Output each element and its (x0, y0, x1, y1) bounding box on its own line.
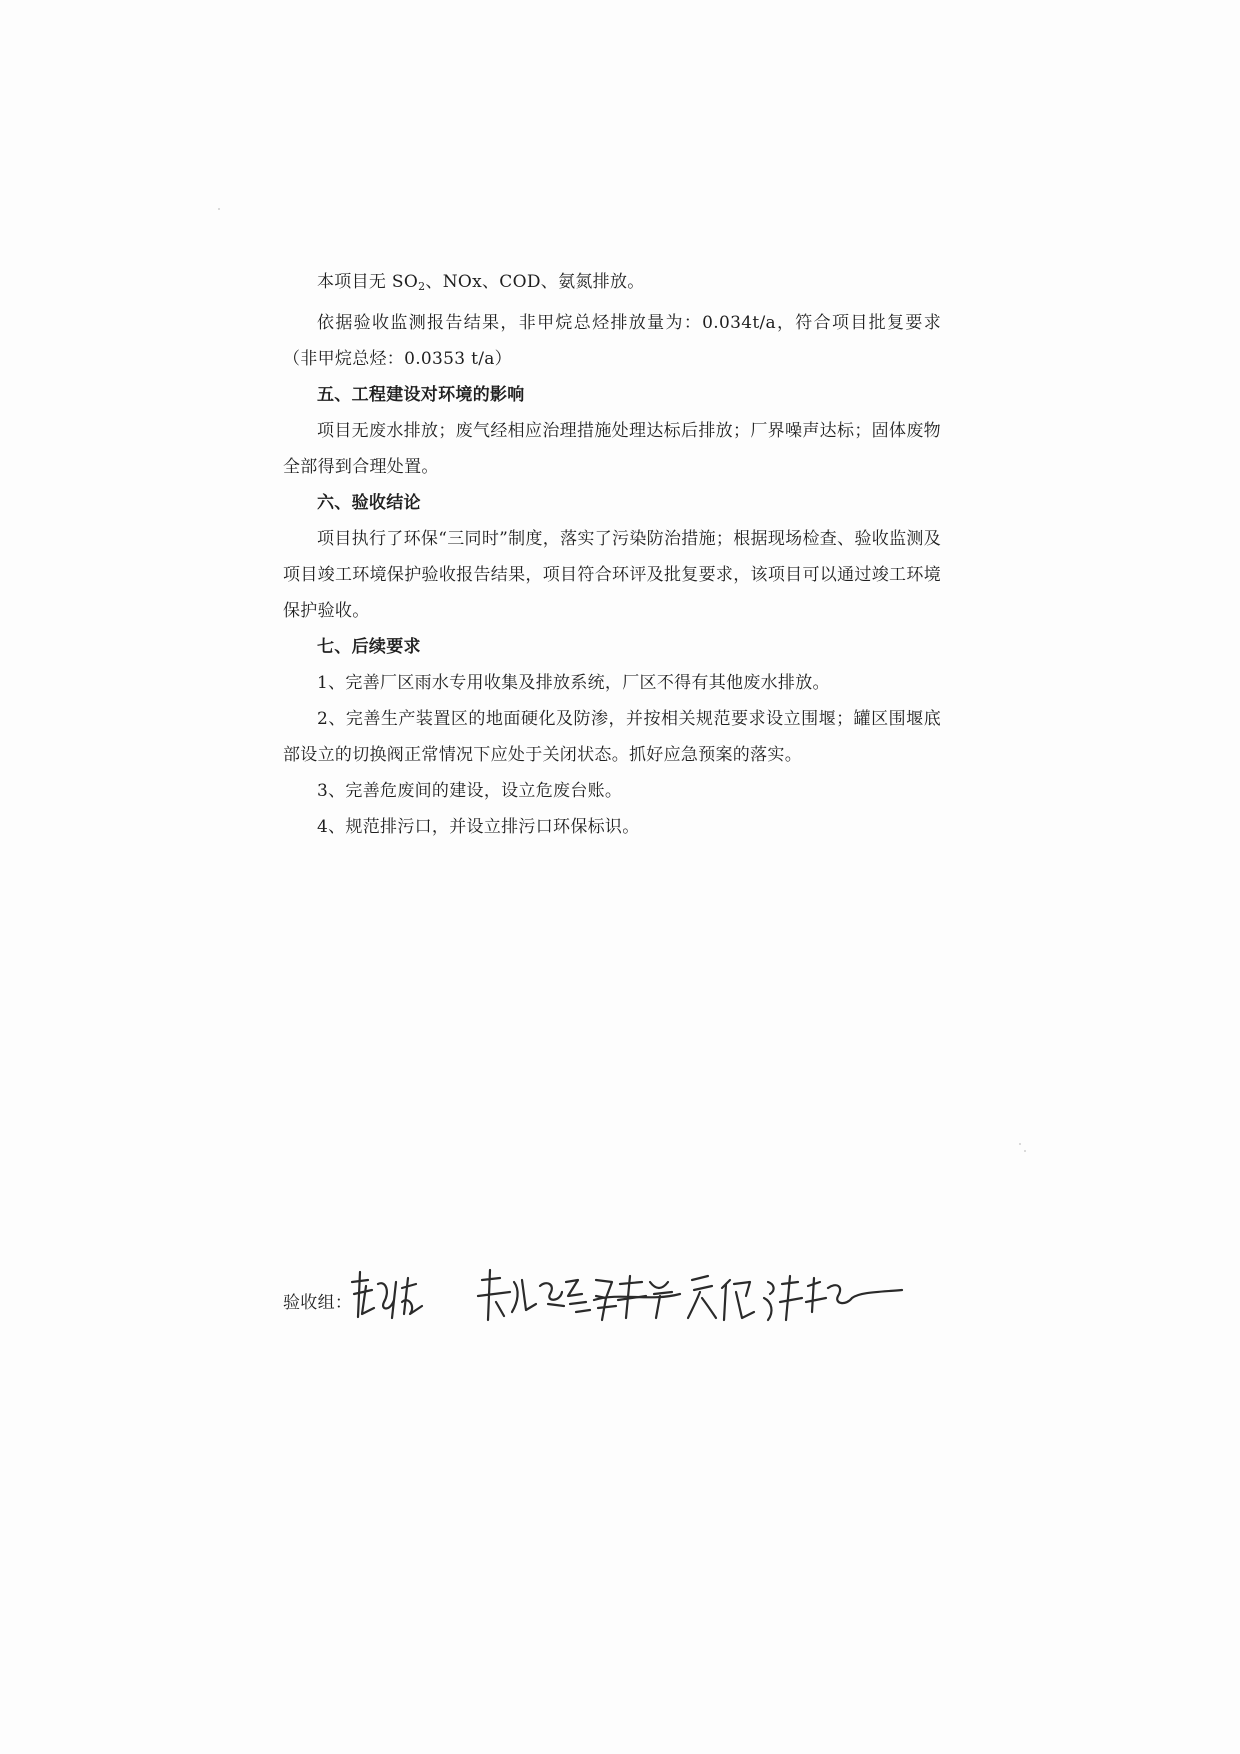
requirement-item-3: 3、完善危废间的建设，设立危废台账。 (317, 781, 623, 801)
document-body (283, 264, 941, 845)
requirement-item-2: 2、完善生产装置区的地面硬化及防渗，并按相关规范要求设立围堰；罐区围堰底部设立的切换阀正常情况下应处于关闭状态。抓好应急预案的落实。 (283, 709, 941, 765)
section-heading-7: 七、后续要求 (317, 637, 421, 657)
handwritten-signatures (350, 1262, 910, 1332)
acceptance-team-label: 验收组： (283, 1293, 353, 1313)
signature-2 (478, 1270, 590, 1320)
signature-5 (764, 1276, 902, 1320)
requirement-item-1: 1、完善厂区雨水专用收集及排放系统，厂区不得有其他废水排放。 (317, 673, 830, 693)
vocs-result-paragraph: 依据验收监测报告结果，非甲烷总烃排放量为：0.034t/a，符合项目批复要求（非甲烷总烃：0.0353 t/a） (283, 313, 941, 369)
scan-speck (1024, 1150, 1026, 1152)
section-heading-5: 五、工程建设对环境的影响 (317, 385, 525, 405)
impact-paragraph: 项目无废水排放；废气经相应治理措施处理达标后排放；厂界噪声达标；固体废物全部得到合理处置。 (283, 421, 941, 477)
conclusion-paragraph: 项目执行了环保“三同时”制度，落实了污染防治措施；根据现场检查、验收监测及项目竣工环境保护验收报告结果，项目符合环评及批复要求，该项目可以通过竣工环境保护验收。 (283, 529, 941, 621)
signature-3 (594, 1276, 680, 1320)
scan-speck (218, 208, 220, 210)
requirement-item-4: 4、规范排污口，并设立排污口环保标识。 (317, 817, 640, 837)
signature-4 (688, 1276, 754, 1320)
scan-speck (1019, 1143, 1021, 1145)
section-heading-6: 六、验收结论 (317, 493, 421, 513)
signature-1 (352, 1272, 422, 1318)
emissions-paragraph: 本项目无 $SO_2$、NOx、COD、氨氮排放。 (317, 272, 645, 293)
